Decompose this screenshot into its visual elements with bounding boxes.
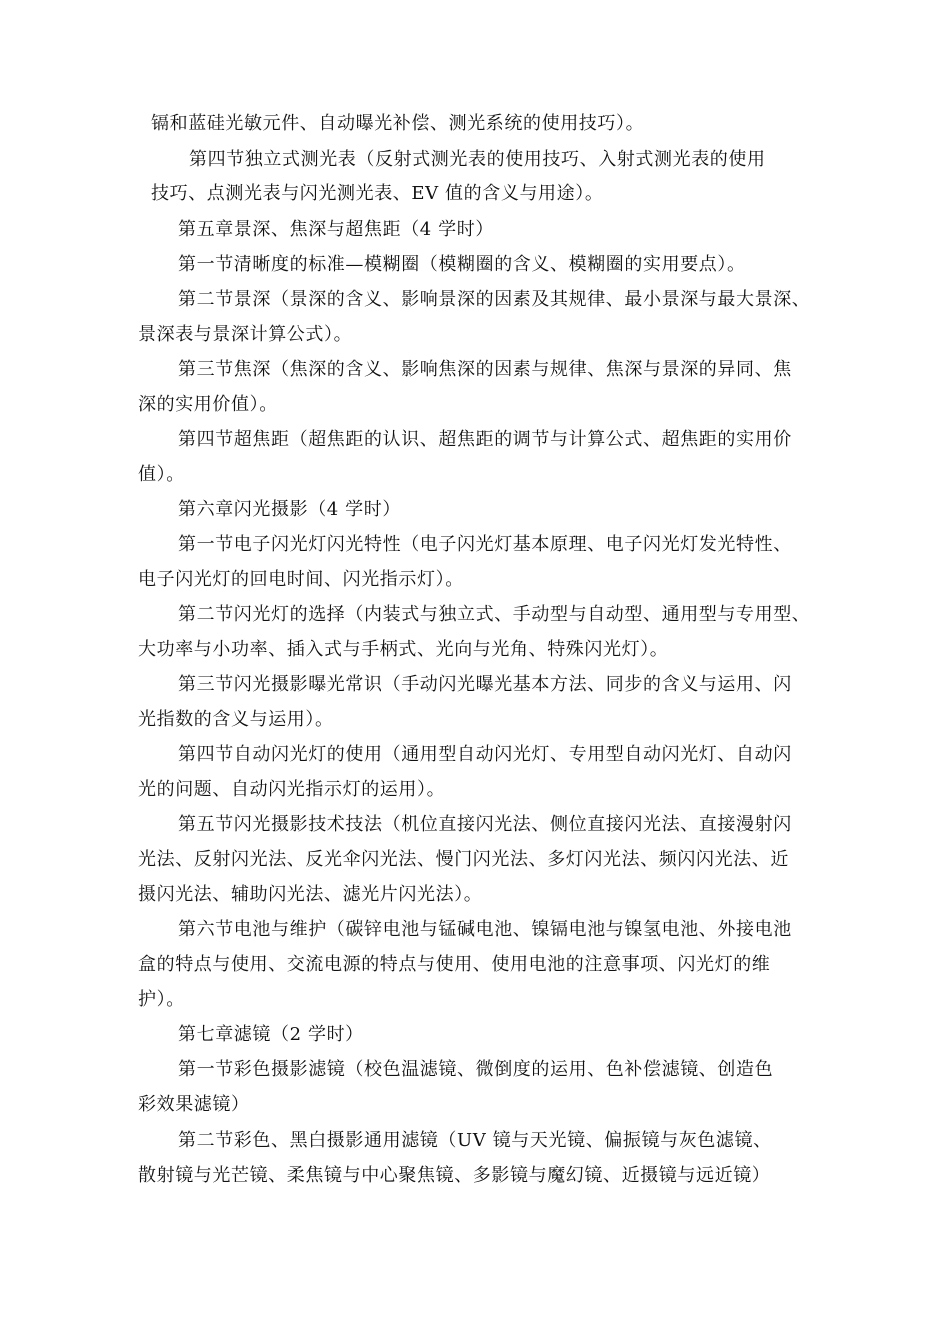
- text-line: 第五节闪光摄影技术技法（机位直接闪光法、侧位直接闪光法、直接漫射闪: [178, 814, 792, 835]
- text-line: 护）。: [138, 989, 185, 1010]
- text-line: 第二节景深（景深的含义、影响景深的因素及其规律、最小景深与最大景深、: [178, 289, 811, 310]
- chapter-heading: 第五章景深、焦深与超焦距（4 学时）: [178, 219, 494, 240]
- text-line: 镉和蓝硅光敏元件、自动曝光补偿、测光系统的使用技巧）。: [151, 113, 645, 134]
- text-line: 第六节电池与维护（碳锌电池与锰碱电池、镍镉电池与镍氢电池、外接电池: [178, 919, 792, 940]
- text-line: 第四节自动闪光灯的使用（通用型自动闪光灯、专用型自动闪光灯、自动闪: [178, 744, 792, 765]
- text-line: 深的实用价值）。: [138, 394, 278, 415]
- text-line: 第二节彩色、黑白摄影通用滤镜（UV 镜与天光镜、偏振镜与灰色滤镜、: [178, 1130, 772, 1151]
- text-line: 第四节超焦距（超焦距的认识、超焦距的调节与计算公式、超焦距的实用价: [178, 429, 792, 450]
- text-line: 摄闪光法、辅助闪光法、滤光片闪光法）。: [138, 884, 483, 905]
- text-line: 散射镜与光芒镜、柔焦镜与中心聚焦镜、多影镜与魔幻镜、近摄镜与远近镜）: [138, 1165, 771, 1186]
- text-line: 第二节闪光灯的选择（内装式与独立式、手动型与自动型、通用型与专用型、: [178, 604, 811, 625]
- chapter-heading: 第六章闪光摄影（4 学时）: [178, 499, 401, 520]
- text-line: 第三节焦深（焦深的含义、影响焦深的因素与规律、焦深与景深的异同、焦: [178, 359, 792, 380]
- text-line: 彩效果滤镜）: [138, 1094, 250, 1115]
- text-line: 技巧、点测光表与闪光测光表、EV 值的含义与用途）。: [151, 183, 604, 204]
- text-line: 第一节清晰度的标准—模糊圈（模糊圈的含义、模糊圈的实用要点）。: [178, 254, 746, 275]
- chapter-heading: 第七章滤镜（2 学时）: [178, 1024, 364, 1045]
- text-line: 大功率与小功率、插入式与手柄式、光向与光角、特殊闪光灯）。: [138, 639, 669, 660]
- text-line: 第一节电子闪光灯闪光特性（电子闪光灯基本原理、电子闪光灯发光特性、: [178, 534, 792, 555]
- text-line: 光的问题、自动闪光指示灯的运用）。: [138, 779, 446, 800]
- text-line: 电子闪光灯的回电时间、闪光指示灯）。: [138, 569, 464, 590]
- text-line: 光指数的含义与运用）。: [138, 709, 334, 730]
- text-line: 盒的特点与使用、交流电源的特点与使用、使用电池的注意事项、闪光灯的维: [138, 954, 771, 975]
- text-line: 第四节独立式测光表（反射式测光表的使用技巧、入射式测光表的使用: [189, 149, 766, 170]
- text-line: 光法、反射闪光法、反光伞闪光法、慢门闪光法、多灯闪光法、频闪闪光法、近: [138, 849, 789, 870]
- text-line: 景深表与景深计算公式）。: [138, 324, 353, 345]
- text-line: 值）。: [138, 464, 185, 485]
- text-line: 第三节闪光摄影曝光常识（手动闪光曝光基本方法、同步的含义与运用、闪: [178, 674, 792, 695]
- text-line: 第一节彩色摄影滤镜（校色温滤镜、微倒度的运用、色补偿滤镜、创造色: [178, 1059, 774, 1080]
